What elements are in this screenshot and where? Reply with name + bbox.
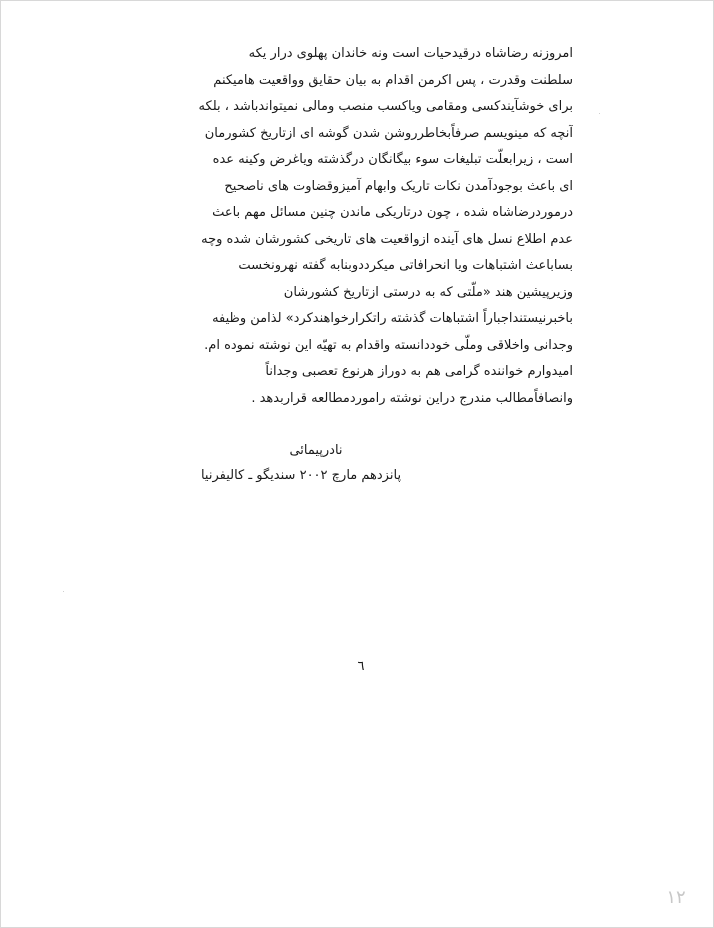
text-line: سلطنت وقدرت ، پس اکرمن اقدام به بیان حقایق وواقعیت هامیکنم bbox=[213, 72, 573, 88]
text-line: وجدانی واخلاقی وملّی خوددانسته واقدام به تهیّه این نوشته نموده ام. bbox=[204, 337, 573, 353]
signature-name: نادرپیمائی bbox=[289, 443, 343, 458]
body-text bbox=[153, 41, 573, 412]
scan-page-number: ۱۲ bbox=[666, 887, 686, 908]
text-line: برای خوشآیندکسی ومقامی ویاکسب منصب ومالی نمیتواندباشد ، بلکه bbox=[198, 99, 573, 114]
text-line: امروزنه رضاشاه درقیدحیات است ونه خاندان پهلوی درار یکه bbox=[248, 46, 573, 61]
text-line: آنچه که مینویسم صرفاًبخاطرروشن شدن گوشه ای ازتاریخ کشورمان bbox=[204, 125, 573, 141]
scan-speck bbox=[599, 113, 600, 114]
text-line: امیدوارم خواننده گرامی هم به دوراز هرنوع تعصبی وجداناً bbox=[265, 364, 573, 379]
text-line: عدم اطلاع نسل های آینده ازواقعیت های تاریخی کشورشان شده وچه bbox=[201, 231, 573, 247]
text-line: وانصافاًمطالب مندرج دراین نوشته راموردمطالعه قراربدهد . bbox=[251, 390, 573, 406]
text-line: باخبرنیستنداجباراً اشتباهات گذشته راتکرارخواهندکرد» لذامن وظیفه bbox=[212, 311, 573, 326]
text-line: بساباعث اشتباهات ویا انحرافاتی میکرددوبنابه گفته نهرونخست bbox=[238, 258, 573, 273]
text-line: درموردرضاشاه شده ، چون درتاریکی ماندن چنین مسائل مهم باعث bbox=[212, 205, 573, 220]
text-line: ای باعث بوجودآمدن نکات تاریک وابهام آمیزوقضاوت های ناصحیح bbox=[224, 178, 573, 194]
signature-date: پانزدهم مارچ ۲۰۰۲ سندیگو ـ کالیفرنیا bbox=[200, 468, 402, 483]
page-number: ٦ bbox=[357, 659, 365, 674]
text-line: وزیرپیشین هند «ملّتی که به درستی ازتاریخ کشورشان bbox=[283, 284, 573, 300]
text-line: است ، زیرابعلّت تبلیغات سوء بیگانگان درگذشته ویاغرض وکینه عده bbox=[212, 152, 573, 167]
scan-speck bbox=[63, 591, 64, 592]
